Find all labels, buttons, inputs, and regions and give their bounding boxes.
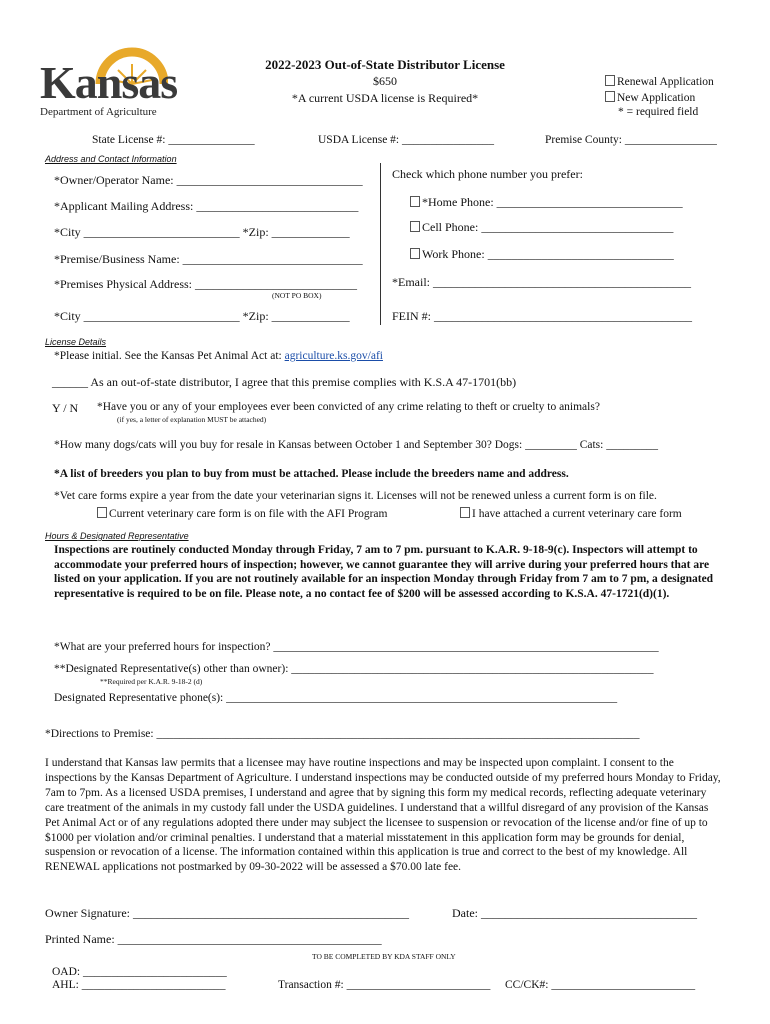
address-section-heading: Address and Contact Information xyxy=(45,154,177,164)
vet-on-file-checkbox[interactable] xyxy=(97,507,107,518)
column-divider xyxy=(380,163,381,325)
vet-on-file-option[interactable]: Current veterinary care form is on file with the AFI Program xyxy=(97,507,387,520)
work-phone-checkbox[interactable] xyxy=(410,248,420,259)
kansas-logo xyxy=(38,44,178,120)
email-field[interactable]: *Email: ___________________________________________ xyxy=(392,275,691,289)
afi-link[interactable]: agriculture.ks.gov/afi xyxy=(284,350,383,362)
license-fee: $650 xyxy=(373,74,397,88)
transaction-field[interactable]: Transaction #: _________________________ xyxy=(278,979,491,991)
hours-section-heading: Hours & Designated Representative xyxy=(45,531,189,541)
city-zip-field[interactable]: *City __________________________ *Zip: _____________ xyxy=(54,225,350,239)
usda-note: *A current USDA license is Required* xyxy=(291,91,479,105)
usda-license-field[interactable]: USDA License #: ________________ xyxy=(318,134,495,146)
vet-forms-note: *Vet care forms expire a year from the date your veterinarian signs it. Licenses will not be renewed unless a current form is on file. xyxy=(54,490,657,502)
date-field[interactable]: Date: ____________________________________ xyxy=(452,906,697,920)
no-po-box-note: (NOT PO BOX) xyxy=(272,291,322,300)
conviction-question: *Have you or any of your employees ever been convicted of any crime relating to theft or cruelty to animals? xyxy=(97,401,600,413)
logo-wordmark: Kansas xyxy=(40,57,178,108)
dogs-cats-field[interactable]: *How many dogs/cats will you buy for resale in Kansas between October 1 and September 30? Dogs: _________ Cats: _________ xyxy=(54,439,658,451)
initial-note: *Please initial. See the Kansas Pet Animal Act at: agriculture.ks.gov/afi xyxy=(54,350,383,362)
premise-county-field[interactable]: Premise County: ________________ xyxy=(545,134,717,146)
renewal-application-option[interactable]: Renewal Application xyxy=(605,75,714,88)
staff-only-heading: TO BE COMPLETED BY KDA STAFF ONLY xyxy=(312,952,456,961)
preferred-hours-field[interactable]: *What are your preferred hours for inspection? ___________________________________________________________________ xyxy=(54,641,659,653)
new-application-option[interactable]: New Application xyxy=(605,91,695,104)
cell-phone-field[interactable]: Cell Phone: ________________________________ xyxy=(410,220,673,235)
ahl-field[interactable]: AHL: _________________________ xyxy=(52,979,226,991)
consent-paragraph: I understand that Kansas law permits that a licensee may have routine inspections and may be inspected upon complaint. I consent to the inspections by the Kansas Department of Agriculture. I understand inspections may be conducted outside of my preferred hours Monday to Friday, 7am to 7pm. As a licensed USDA premises, I understand and agree that by signing this form my medical records, reflecting adequate veterinary care treatment of the animals in my custody fall under the USDA guidelines. I understand that a willful disregard of any provision of the Kansas Pet Animal Act or of any regulations adopted there under may subject the licensee to suspension or revocation of the license and/or fine of up to $1000 per violation and/or criminal penalties. I understand that a material misstatement in this application form may be grounds for denial, suspension or revocation of a license. The information contained within this application is true and correct to the best of my knowledge. All RENEWAL applications not postmarked by 09-30-2022 will be assessed a $70.00 late fee. xyxy=(45,757,721,874)
rep-phone-field[interactable]: Designated Representative phone(s): ____________________________________________________________________ xyxy=(54,692,618,704)
required-note: * = required field xyxy=(618,106,699,118)
distributor-agreement-line[interactable]: ______ As an out-of-state distributor, I agree that this premise complies with K.S.A 47-1701(bb) xyxy=(52,375,517,389)
license-section-heading: License Details xyxy=(45,337,107,347)
work-phone-field[interactable]: Work Phone: _______________________________ xyxy=(410,247,674,262)
vet-attached-option[interactable]: I have attached a current veterinary care form xyxy=(460,507,682,520)
owner-signature-field[interactable]: Owner Signature: ______________________________________________ xyxy=(45,906,409,920)
designated-rep-field[interactable]: **Designated Representative(s) other than owner): _______________________________________________________________ xyxy=(54,663,654,675)
inspection-policy-text: Inspections are routinely conducted Monday through Friday, 7 am to 7 pm. pursuant to K.A.R. 9-18-9(c). Inspectors will attempt to accommodate your preferred hours of inspection; however, we cannot guarantee they will arrive during your preferred hours that are listed on your application. If you are not routinely available for an inspection Monday through Friday from 7 am to 7 pm, a designated representative is required to be on file. Please note, a no contact fee of $200 will be assessed according to K.S.A. 47-1721(d)(1). xyxy=(54,544,714,600)
new-checkbox[interactable] xyxy=(605,91,615,102)
required-per-note: **Required per K.A.R. 9-18-2 (d) xyxy=(100,677,203,686)
business-name-field[interactable]: *Premise/Business Name: ______________________________ xyxy=(54,252,363,266)
cell-phone-checkbox[interactable] xyxy=(410,221,420,232)
department-name: Department of Agriculture xyxy=(40,106,157,118)
renewal-checkbox[interactable] xyxy=(605,75,615,86)
owner-name-field[interactable]: *Owner/Operator Name: _______________________________ xyxy=(54,173,363,187)
city-zip-field-2[interactable]: *City __________________________ *Zip: _____________ xyxy=(54,309,350,323)
physical-address-field[interactable]: *Premises Physical Address: ___________________________ xyxy=(54,277,357,291)
breeders-list-note: *A list of breeders you plan to buy from must be attached. Please include the breeders name and address. xyxy=(54,468,569,480)
oad-field[interactable]: OAD: _________________________ xyxy=(52,966,227,978)
ccck-field[interactable]: CC/CK#: _________________________ xyxy=(505,979,696,991)
directions-field[interactable]: *Directions to Premise: ____________________________________________________________________________________ xyxy=(45,728,640,740)
home-phone-field[interactable]: *Home Phone: _______________________________ xyxy=(410,195,683,210)
home-phone-checkbox[interactable] xyxy=(410,196,420,207)
printed-name-field[interactable]: Printed Name: ____________________________________________ xyxy=(45,932,382,946)
phone-preference-prompt: Check which phone number you prefer: xyxy=(392,167,583,181)
vet-attached-checkbox[interactable] xyxy=(460,507,470,518)
yes-no-choice[interactable]: Y / N xyxy=(52,401,79,415)
state-license-field[interactable]: State License #: _______________ xyxy=(92,134,255,146)
fein-field[interactable]: FEIN #: ___________________________________________ xyxy=(392,309,692,323)
mailing-address-field[interactable]: *Applicant Mailing Address: ___________________________ xyxy=(54,199,359,213)
conviction-note: (if yes, a letter of explanation MUST be attached) xyxy=(117,415,267,424)
form-title: 2022-2023 Out-of-State Distributor License xyxy=(265,57,505,72)
